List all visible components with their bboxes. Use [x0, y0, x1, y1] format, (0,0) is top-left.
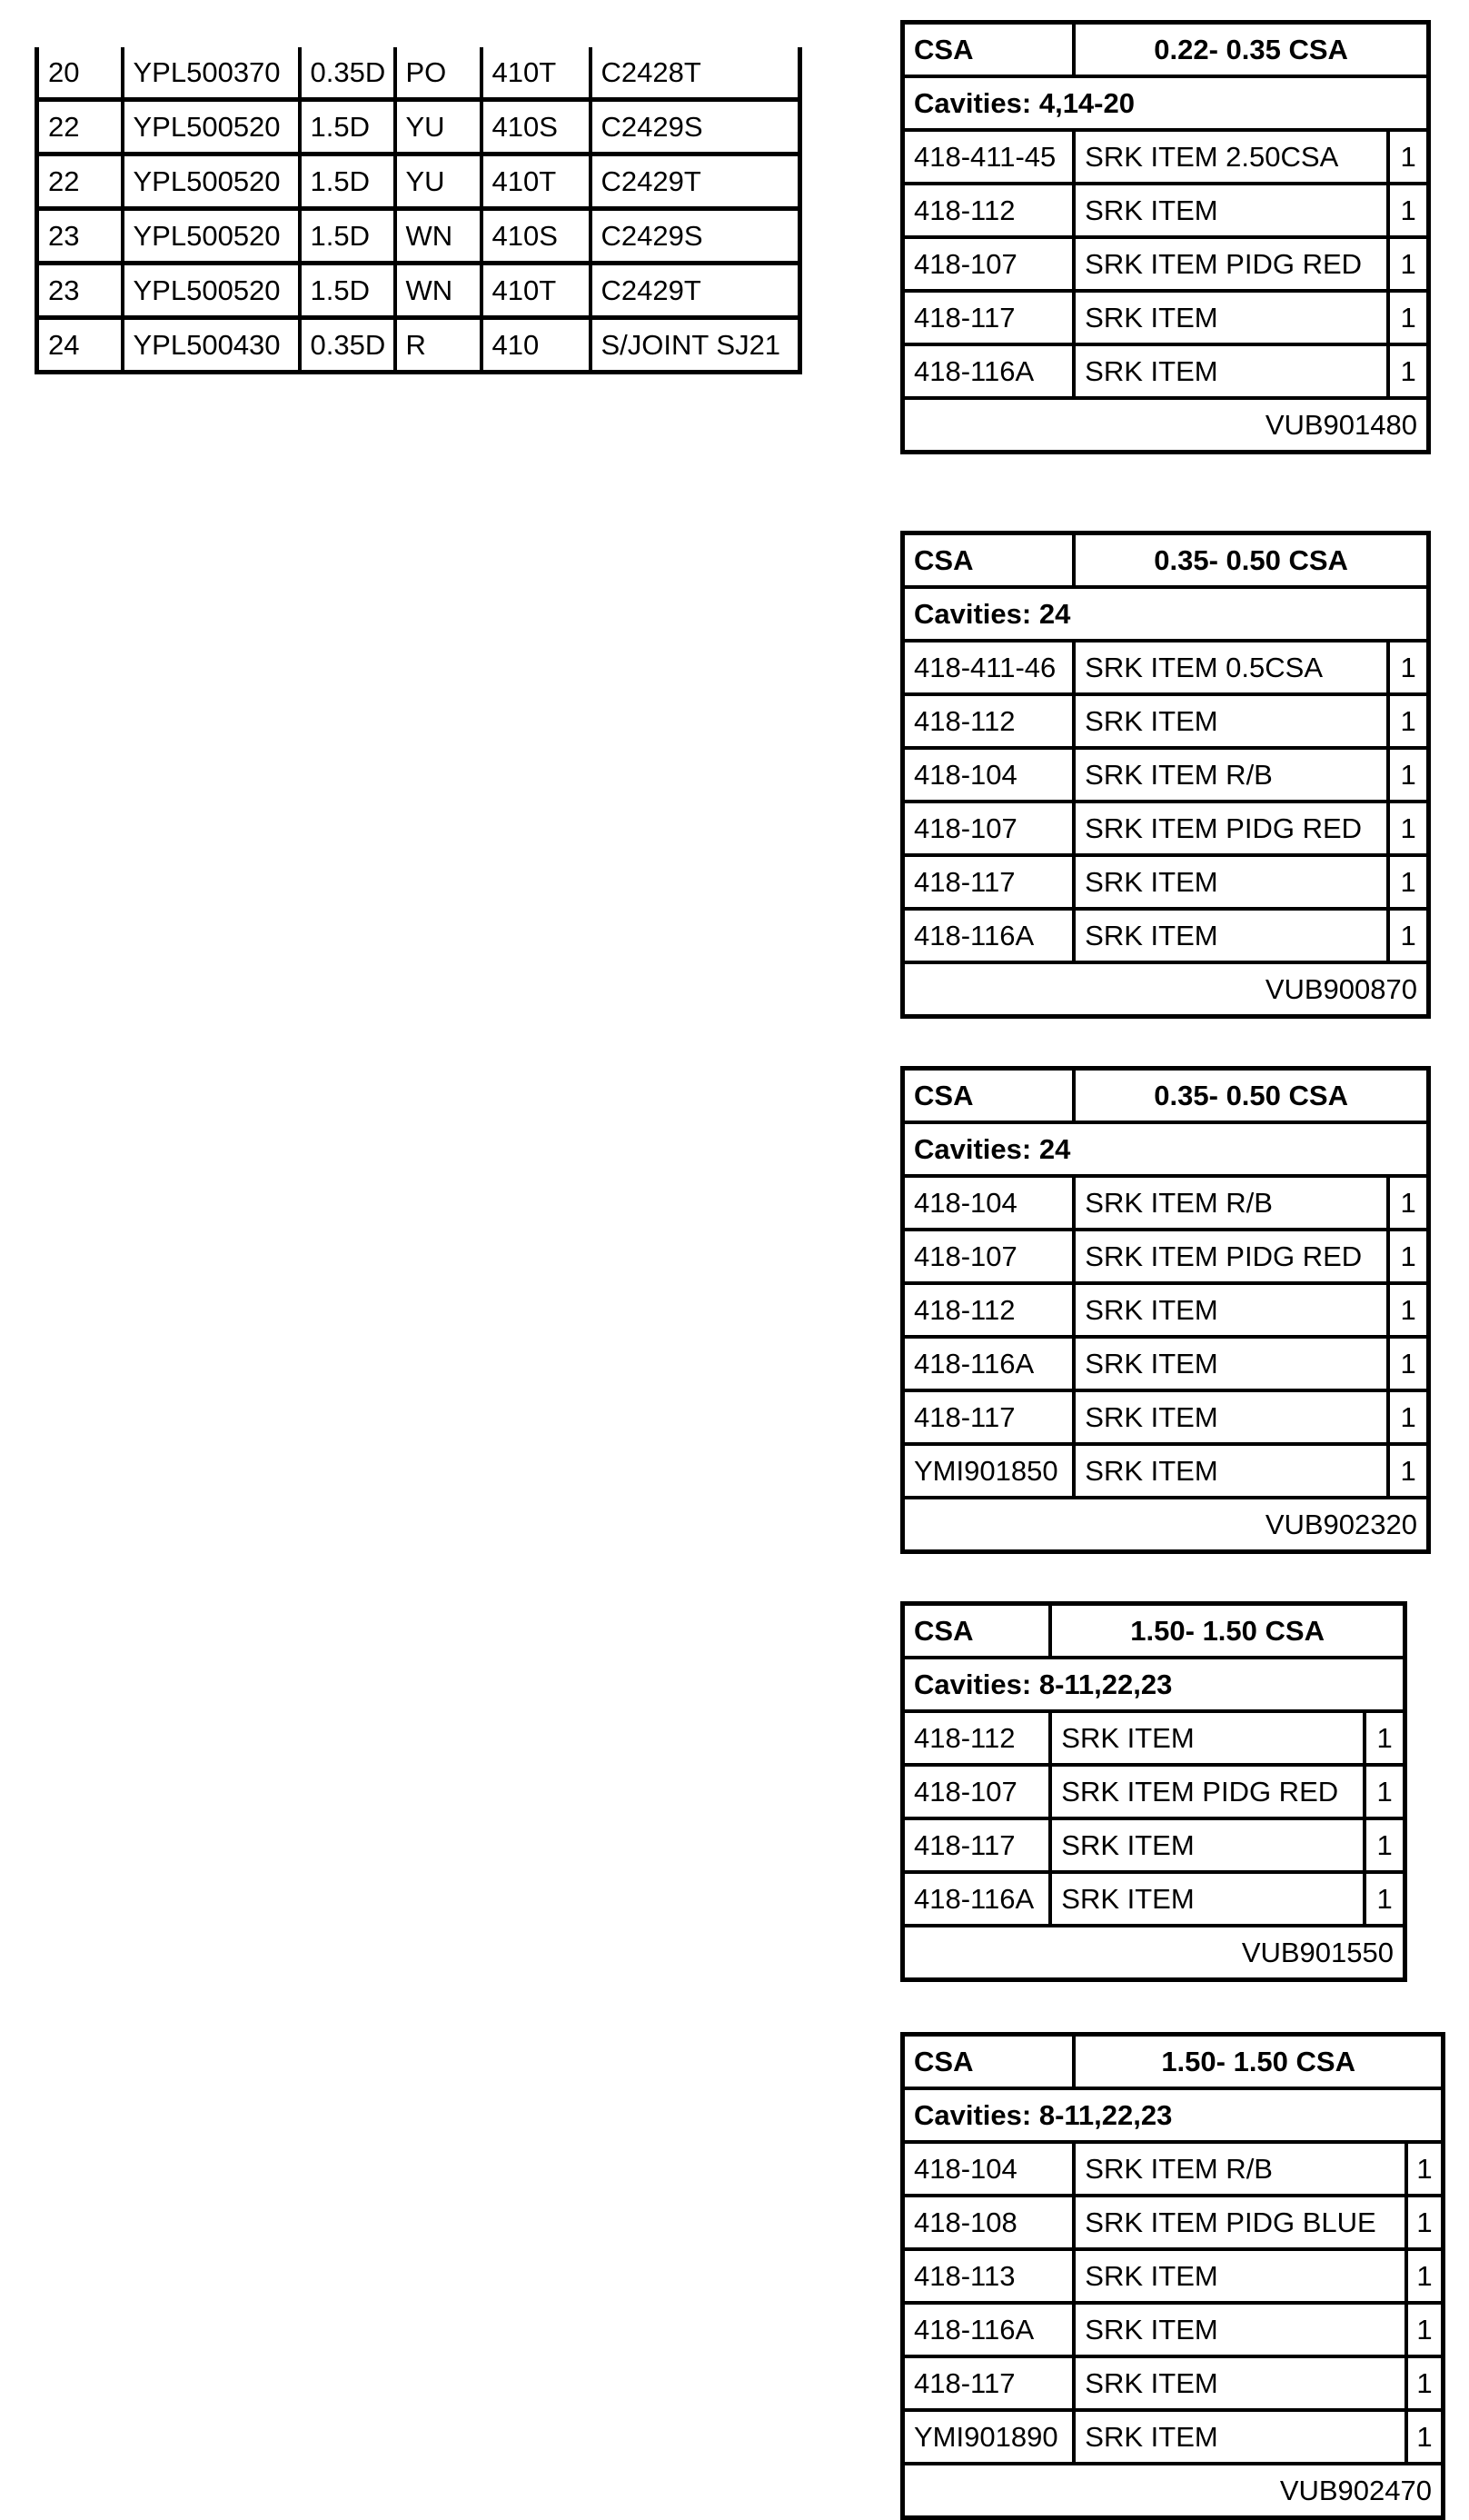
item-row — [903, 1818, 1405, 1872]
item-row — [903, 1872, 1405, 1926]
item-description: SRK ITEM PIDG BLUE — [1074, 2196, 1406, 2249]
wire-row — [37, 264, 800, 318]
item-row — [903, 748, 1429, 802]
cavity-cell: 22 — [37, 100, 123, 154]
item-quantity: 1 — [1406, 2249, 1444, 2303]
item-row — [903, 1711, 1405, 1765]
assembly-number: VUB901550 — [903, 1926, 1405, 1980]
item-row — [903, 802, 1429, 855]
circuit-cell: C2429T — [591, 154, 800, 209]
cavities-row — [903, 2088, 1444, 2142]
circuit-cell: S/JOINT SJ21 — [591, 318, 800, 373]
item-description: SRK ITEM 0.5CSA — [1074, 641, 1388, 694]
csa-range: 0.22- 0.35 CSA — [1074, 23, 1428, 77]
circuit-cell: C2428T — [591, 47, 800, 100]
item-description: SRK ITEM — [1074, 855, 1388, 909]
assembly-number: VUB902470 — [903, 2464, 1444, 2518]
part-code: 418-104 — [903, 748, 1075, 802]
header-label: CSA — [903, 23, 1075, 77]
part-code: YMI901890 — [903, 2410, 1075, 2464]
part-code: 418-116A — [903, 909, 1075, 962]
part-number-cell: YPL500430 — [123, 318, 300, 373]
item-quantity: 1 — [1388, 184, 1428, 237]
item-description: SRK ITEM — [1074, 1390, 1388, 1444]
item-row — [903, 2410, 1444, 2464]
item-description: SRK ITEM — [1074, 694, 1388, 748]
wire-row — [37, 100, 800, 154]
part-code: 418-117 — [903, 1818, 1051, 1872]
item-row — [903, 1176, 1429, 1230]
item-description: SRK ITEM R/B — [1074, 2142, 1406, 2196]
terminal-cell: 410T — [481, 264, 591, 318]
seal-box — [900, 1066, 1431, 1554]
cavity-cell: 24 — [37, 318, 123, 373]
csa-range: 0.35- 0.50 CSA — [1074, 1069, 1428, 1123]
item-description: SRK ITEM — [1074, 2410, 1406, 2464]
item-quantity: 1 — [1365, 1818, 1404, 1872]
csa-range: 1.50- 1.50 CSA — [1050, 1604, 1404, 1658]
wire-row — [37, 154, 800, 209]
item-description: SRK ITEM — [1074, 1283, 1388, 1337]
item-quantity: 1 — [1388, 802, 1428, 855]
seal-box — [900, 20, 1431, 454]
wire-row — [37, 318, 800, 373]
item-quantity: 1 — [1388, 130, 1428, 184]
cavities-label: Cavities: 24 — [903, 1122, 1429, 1176]
part-code: 418-112 — [903, 694, 1075, 748]
item-description: SRK ITEM — [1074, 2303, 1406, 2356]
item-quantity: 1 — [1365, 1872, 1404, 1926]
cavity-cell: 23 — [37, 264, 123, 318]
item-row — [903, 1390, 1429, 1444]
item-description: SRK ITEM — [1050, 1711, 1365, 1765]
size-cell: 0.35D — [300, 318, 395, 373]
header-label: CSA — [903, 2035, 1075, 2089]
item-row — [903, 2303, 1444, 2356]
item-quantity: 1 — [1365, 1711, 1404, 1765]
part-code: YMI901850 — [903, 1444, 1075, 1498]
part-number-cell: YPL500520 — [123, 264, 300, 318]
assembly-number: VUB901480 — [903, 398, 1429, 453]
item-row — [903, 344, 1429, 398]
item-quantity: 1 — [1388, 291, 1428, 344]
item-row — [903, 184, 1429, 237]
item-description: SRK ITEM — [1074, 184, 1388, 237]
size-cell: 1.5D — [300, 209, 395, 264]
size-cell: 1.5D — [300, 264, 395, 318]
part-code: 418-112 — [903, 1711, 1051, 1765]
item-description: SRK ITEM — [1074, 2249, 1406, 2303]
cavity-cell: 23 — [37, 209, 123, 264]
size-cell: 1.5D — [300, 154, 395, 209]
item-row — [903, 2249, 1444, 2303]
item-description: SRK ITEM PIDG RED — [1074, 237, 1388, 291]
item-description: SRK ITEM PIDG RED — [1074, 802, 1388, 855]
item-description: SRK ITEM — [1074, 2356, 1406, 2410]
circuit-cell: C2429T — [591, 264, 800, 318]
part-code: 418-113 — [903, 2249, 1075, 2303]
part-code: 418-104 — [903, 1176, 1075, 1230]
item-quantity: 1 — [1388, 1390, 1428, 1444]
item-description: SRK ITEM — [1074, 1337, 1388, 1390]
part-code: 418-116A — [903, 344, 1075, 398]
cavities-row — [903, 1658, 1405, 1711]
box-footer — [903, 1498, 1429, 1552]
item-row — [903, 2196, 1444, 2249]
item-row — [903, 291, 1429, 344]
item-row — [903, 2356, 1444, 2410]
item-description: SRK ITEM R/B — [1074, 748, 1388, 802]
cavities-label: Cavities: 4,14-20 — [903, 76, 1429, 130]
box-footer — [903, 962, 1429, 1017]
item-row — [903, 1283, 1429, 1337]
box-header — [903, 1069, 1429, 1123]
part-number-cell: YPL500520 — [123, 100, 300, 154]
color-cell: YU — [395, 154, 481, 209]
header-label: CSA — [903, 1069, 1075, 1123]
circuit-cell: C2429S — [591, 100, 800, 154]
item-quantity: 1 — [1388, 1444, 1428, 1498]
part-code: 418-117 — [903, 1390, 1075, 1444]
item-quantity: 1 — [1406, 2196, 1444, 2249]
part-code: 418-411-46 — [903, 641, 1075, 694]
part-number-cell: YPL500370 — [123, 47, 300, 100]
box-footer — [903, 1926, 1405, 1980]
terminal-cell: 410S — [481, 209, 591, 264]
item-quantity: 1 — [1388, 748, 1428, 802]
wire-row — [37, 47, 800, 100]
header-label: CSA — [903, 533, 1075, 588]
item-quantity: 1 — [1406, 2303, 1444, 2356]
cavities-row — [903, 587, 1429, 641]
color-cell: YU — [395, 100, 481, 154]
item-quantity: 1 — [1388, 1176, 1428, 1230]
item-quantity: 1 — [1406, 2356, 1444, 2410]
terminal-cell: 410S — [481, 100, 591, 154]
terminal-cell: 410T — [481, 154, 591, 209]
item-row — [903, 855, 1429, 909]
item-description: SRK ITEM PIDG RED — [1050, 1765, 1365, 1818]
item-quantity: 1 — [1388, 1337, 1428, 1390]
item-description: SRK ITEM R/B — [1074, 1176, 1388, 1230]
box-footer — [903, 2464, 1444, 2518]
item-quantity: 1 — [1388, 1283, 1428, 1337]
box-header — [903, 533, 1429, 588]
item-row — [903, 1230, 1429, 1283]
item-quantity: 1 — [1388, 1230, 1428, 1283]
seal-box — [900, 531, 1431, 1019]
part-code: 418-117 — [903, 2356, 1075, 2410]
seal-box — [900, 1601, 1407, 1982]
item-quantity: 1 — [1365, 1765, 1404, 1818]
item-row — [903, 130, 1429, 184]
item-description: SRK ITEM — [1074, 344, 1388, 398]
csa-range: 1.50- 1.50 CSA — [1074, 2035, 1443, 2089]
box-footer — [903, 398, 1429, 453]
part-code: 418-107 — [903, 802, 1075, 855]
cavities-row — [903, 76, 1429, 130]
part-code: 418-116A — [903, 1872, 1051, 1926]
cavities-label: Cavities: 8-11,22,23 — [903, 1658, 1405, 1711]
item-description: SRK ITEM — [1050, 1872, 1365, 1926]
part-number-cell: YPL500520 — [123, 209, 300, 264]
part-code: 418-116A — [903, 2303, 1075, 2356]
box-header — [903, 1604, 1405, 1658]
item-quantity: 1 — [1388, 855, 1428, 909]
item-row — [903, 1337, 1429, 1390]
item-quantity: 1 — [1406, 2142, 1444, 2196]
item-description: SRK ITEM 2.50CSA — [1074, 130, 1388, 184]
cavity-cell: 20 — [37, 47, 123, 100]
item-description: SRK ITEM — [1050, 1818, 1365, 1872]
cavities-label: Cavities: 24 — [903, 587, 1429, 641]
item-quantity: 1 — [1388, 237, 1428, 291]
part-code: 418-104 — [903, 2142, 1075, 2196]
color-cell: PO — [395, 47, 481, 100]
assembly-number: VUB900870 — [903, 962, 1429, 1017]
part-code: 418-411-45 — [903, 130, 1075, 184]
item-row — [903, 237, 1429, 291]
item-quantity: 1 — [1388, 909, 1428, 962]
item-row — [903, 1444, 1429, 1498]
terminal-cell: 410 — [481, 318, 591, 373]
item-quantity: 1 — [1388, 694, 1428, 748]
terminal-cell: 410T — [481, 47, 591, 100]
part-code: 418-107 — [903, 1765, 1051, 1818]
item-description: SRK ITEM — [1074, 909, 1388, 962]
item-row — [903, 641, 1429, 694]
assembly-number: VUB902320 — [903, 1498, 1429, 1552]
part-code: 418-107 — [903, 237, 1075, 291]
part-number-cell: YPL500520 — [123, 154, 300, 209]
part-code: 418-112 — [903, 184, 1075, 237]
wire-row — [37, 209, 800, 264]
item-row — [903, 2142, 1444, 2196]
part-code: 418-117 — [903, 291, 1075, 344]
wire-table — [35, 47, 802, 374]
item-quantity: 1 — [1388, 344, 1428, 398]
cavity-cell: 22 — [37, 154, 123, 209]
circuit-cell: C2429S — [591, 209, 800, 264]
part-code: 418-107 — [903, 1230, 1075, 1283]
box-header — [903, 2035, 1444, 2089]
part-code: 418-117 — [903, 855, 1075, 909]
color-cell: WN — [395, 209, 481, 264]
item-description: SRK ITEM — [1074, 291, 1388, 344]
part-code: 418-108 — [903, 2196, 1075, 2249]
item-row — [903, 1765, 1405, 1818]
item-quantity: 1 — [1406, 2410, 1444, 2464]
seal-box — [900, 2032, 1445, 2520]
item-quantity: 1 — [1388, 641, 1428, 694]
header-label: CSA — [903, 1604, 1051, 1658]
color-cell: R — [395, 318, 481, 373]
item-row — [903, 909, 1429, 962]
color-cell: WN — [395, 264, 481, 318]
size-cell: 0.35D — [300, 47, 395, 100]
item-description: SRK ITEM — [1074, 1444, 1388, 1498]
size-cell: 1.5D — [300, 100, 395, 154]
cavities-label: Cavities: 8-11,22,23 — [903, 2088, 1444, 2142]
box-header — [903, 23, 1429, 77]
csa-range: 0.35- 0.50 CSA — [1074, 533, 1428, 588]
item-description: SRK ITEM PIDG RED — [1074, 1230, 1388, 1283]
cavities-row — [903, 1122, 1429, 1176]
item-row — [903, 694, 1429, 748]
part-code: 418-112 — [903, 1283, 1075, 1337]
part-code: 418-116A — [903, 1337, 1075, 1390]
